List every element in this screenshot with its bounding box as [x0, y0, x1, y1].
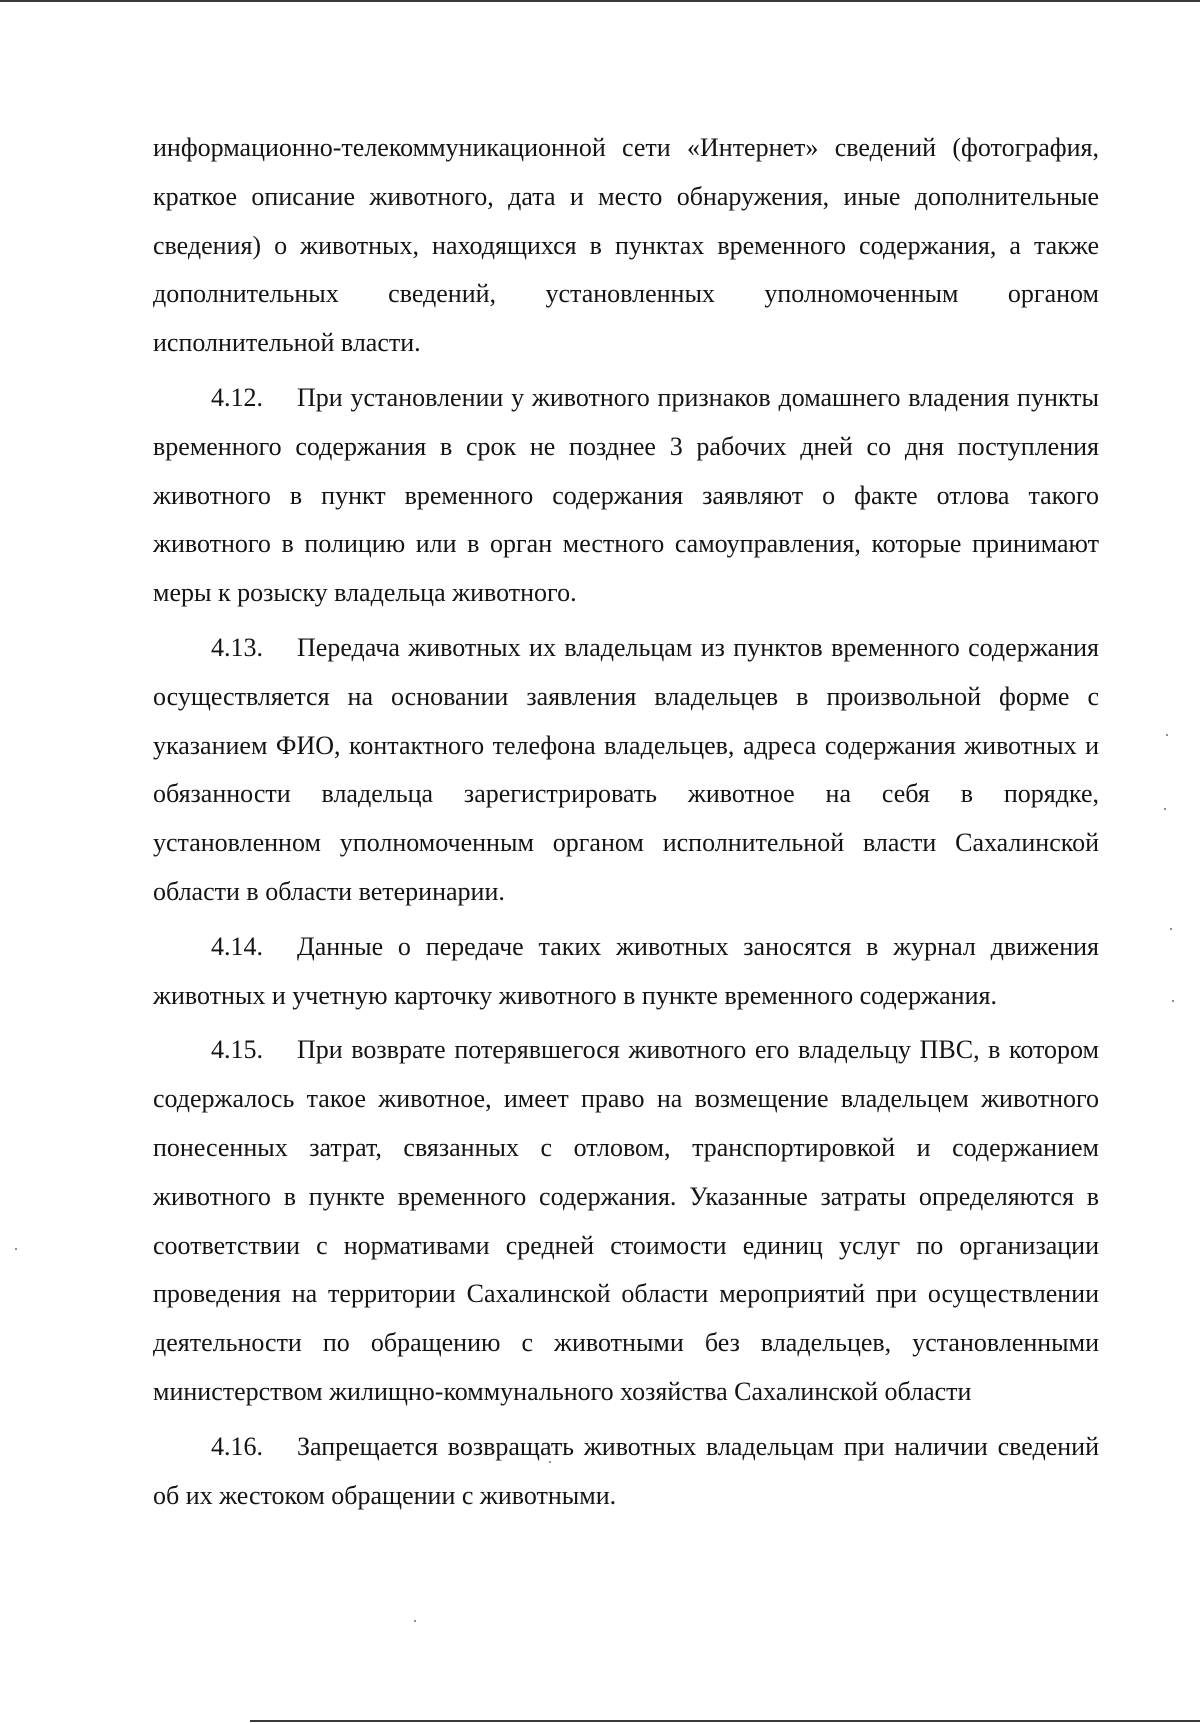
paragraph-4-15 [153, 1026, 1099, 1416]
paragraph-text: При возврате потерявшегося животного его владельцу ПВС, в котором содержалось такое животное, имеет право на возмещение владельцем животного понесенных затрат, связанных с отловом, транспортировкой и содержанием животного в пункте временного содержания. Указанные затраты определяются в соответствии с нормативами средней стоимости единиц услуг по организации проведения на территории Сахалинской области мероприятий при осуществлении деятельности по обращению с животными без владельцев, установленными министерством жилищно-коммунального хозяйства Сахалинской области [153, 1035, 1099, 1406]
paragraph-text: Запрещается возвращать животных владельцам при наличии сведений об их жестоком обращении с животными. [153, 1431, 1099, 1510]
document-body [153, 124, 1099, 1520]
paragraph-text: информационно-телекоммуникационной сети «Интернет» сведений (фотография, краткое описание животного, дата и место обнаружения, иные дополнительные сведения) о животных, находящихся в пунктах временного содержания, а также дополнительных сведений, установленных уполномоченным органом исполнительной власти. [153, 133, 1099, 358]
paragraph-number: 4.13. [211, 632, 263, 662]
paragraph-number: 4.12. [211, 382, 263, 412]
paragraph-text: Передача животных их владельцам из пунктов временного содержания осуществляется на основании заявления владельцев в произвольной форме с указанием ФИО, контактного телефона владельцев, адреса содержания животных и обязанности владельца зарегистрировать животное на себя в порядке, установленном уполномоченным органом исполнительной власти Сахалинской области в области ветеринарии. [153, 632, 1099, 906]
paragraph-4-12 [153, 374, 1099, 618]
scan-speck [414, 1620, 416, 1622]
scan-speck [15, 1248, 17, 1250]
scan-speck [1164, 808, 1166, 810]
paragraph-number: 4.15. [211, 1035, 263, 1065]
paragraph-number: 4.16. [211, 1431, 263, 1461]
paragraph-4-14 [153, 923, 1099, 1021]
paragraph-number: 4.14. [211, 931, 263, 961]
scan-edge-bottom [250, 1720, 1200, 1722]
paragraph-4-13 [153, 624, 1099, 917]
paragraph-continuation [153, 124, 1099, 368]
paragraph-4-16 [153, 1423, 1099, 1521]
paragraph-text: Данные о передаче таких животных заносятся в журнал движения животных и учетную карточку животного в пункте временного содержания. [153, 931, 1099, 1010]
paragraph-text: При установлении у животного признаков домашнего владения пункты временного содержания в срок не позднее 3 рабочих дней со дня поступления животного в пункт временного содержания заявляют о факте отлова такого животного в полицию или в орган местного самоуправления, которые принимают меры к розыску владельца животного. [153, 382, 1099, 608]
scan-speck [1172, 1000, 1174, 1002]
scan-speck [1166, 734, 1168, 736]
scan-speck [1170, 928, 1172, 930]
scan-speck [549, 1461, 551, 1463]
scan-edge-top [0, 0, 1200, 2]
